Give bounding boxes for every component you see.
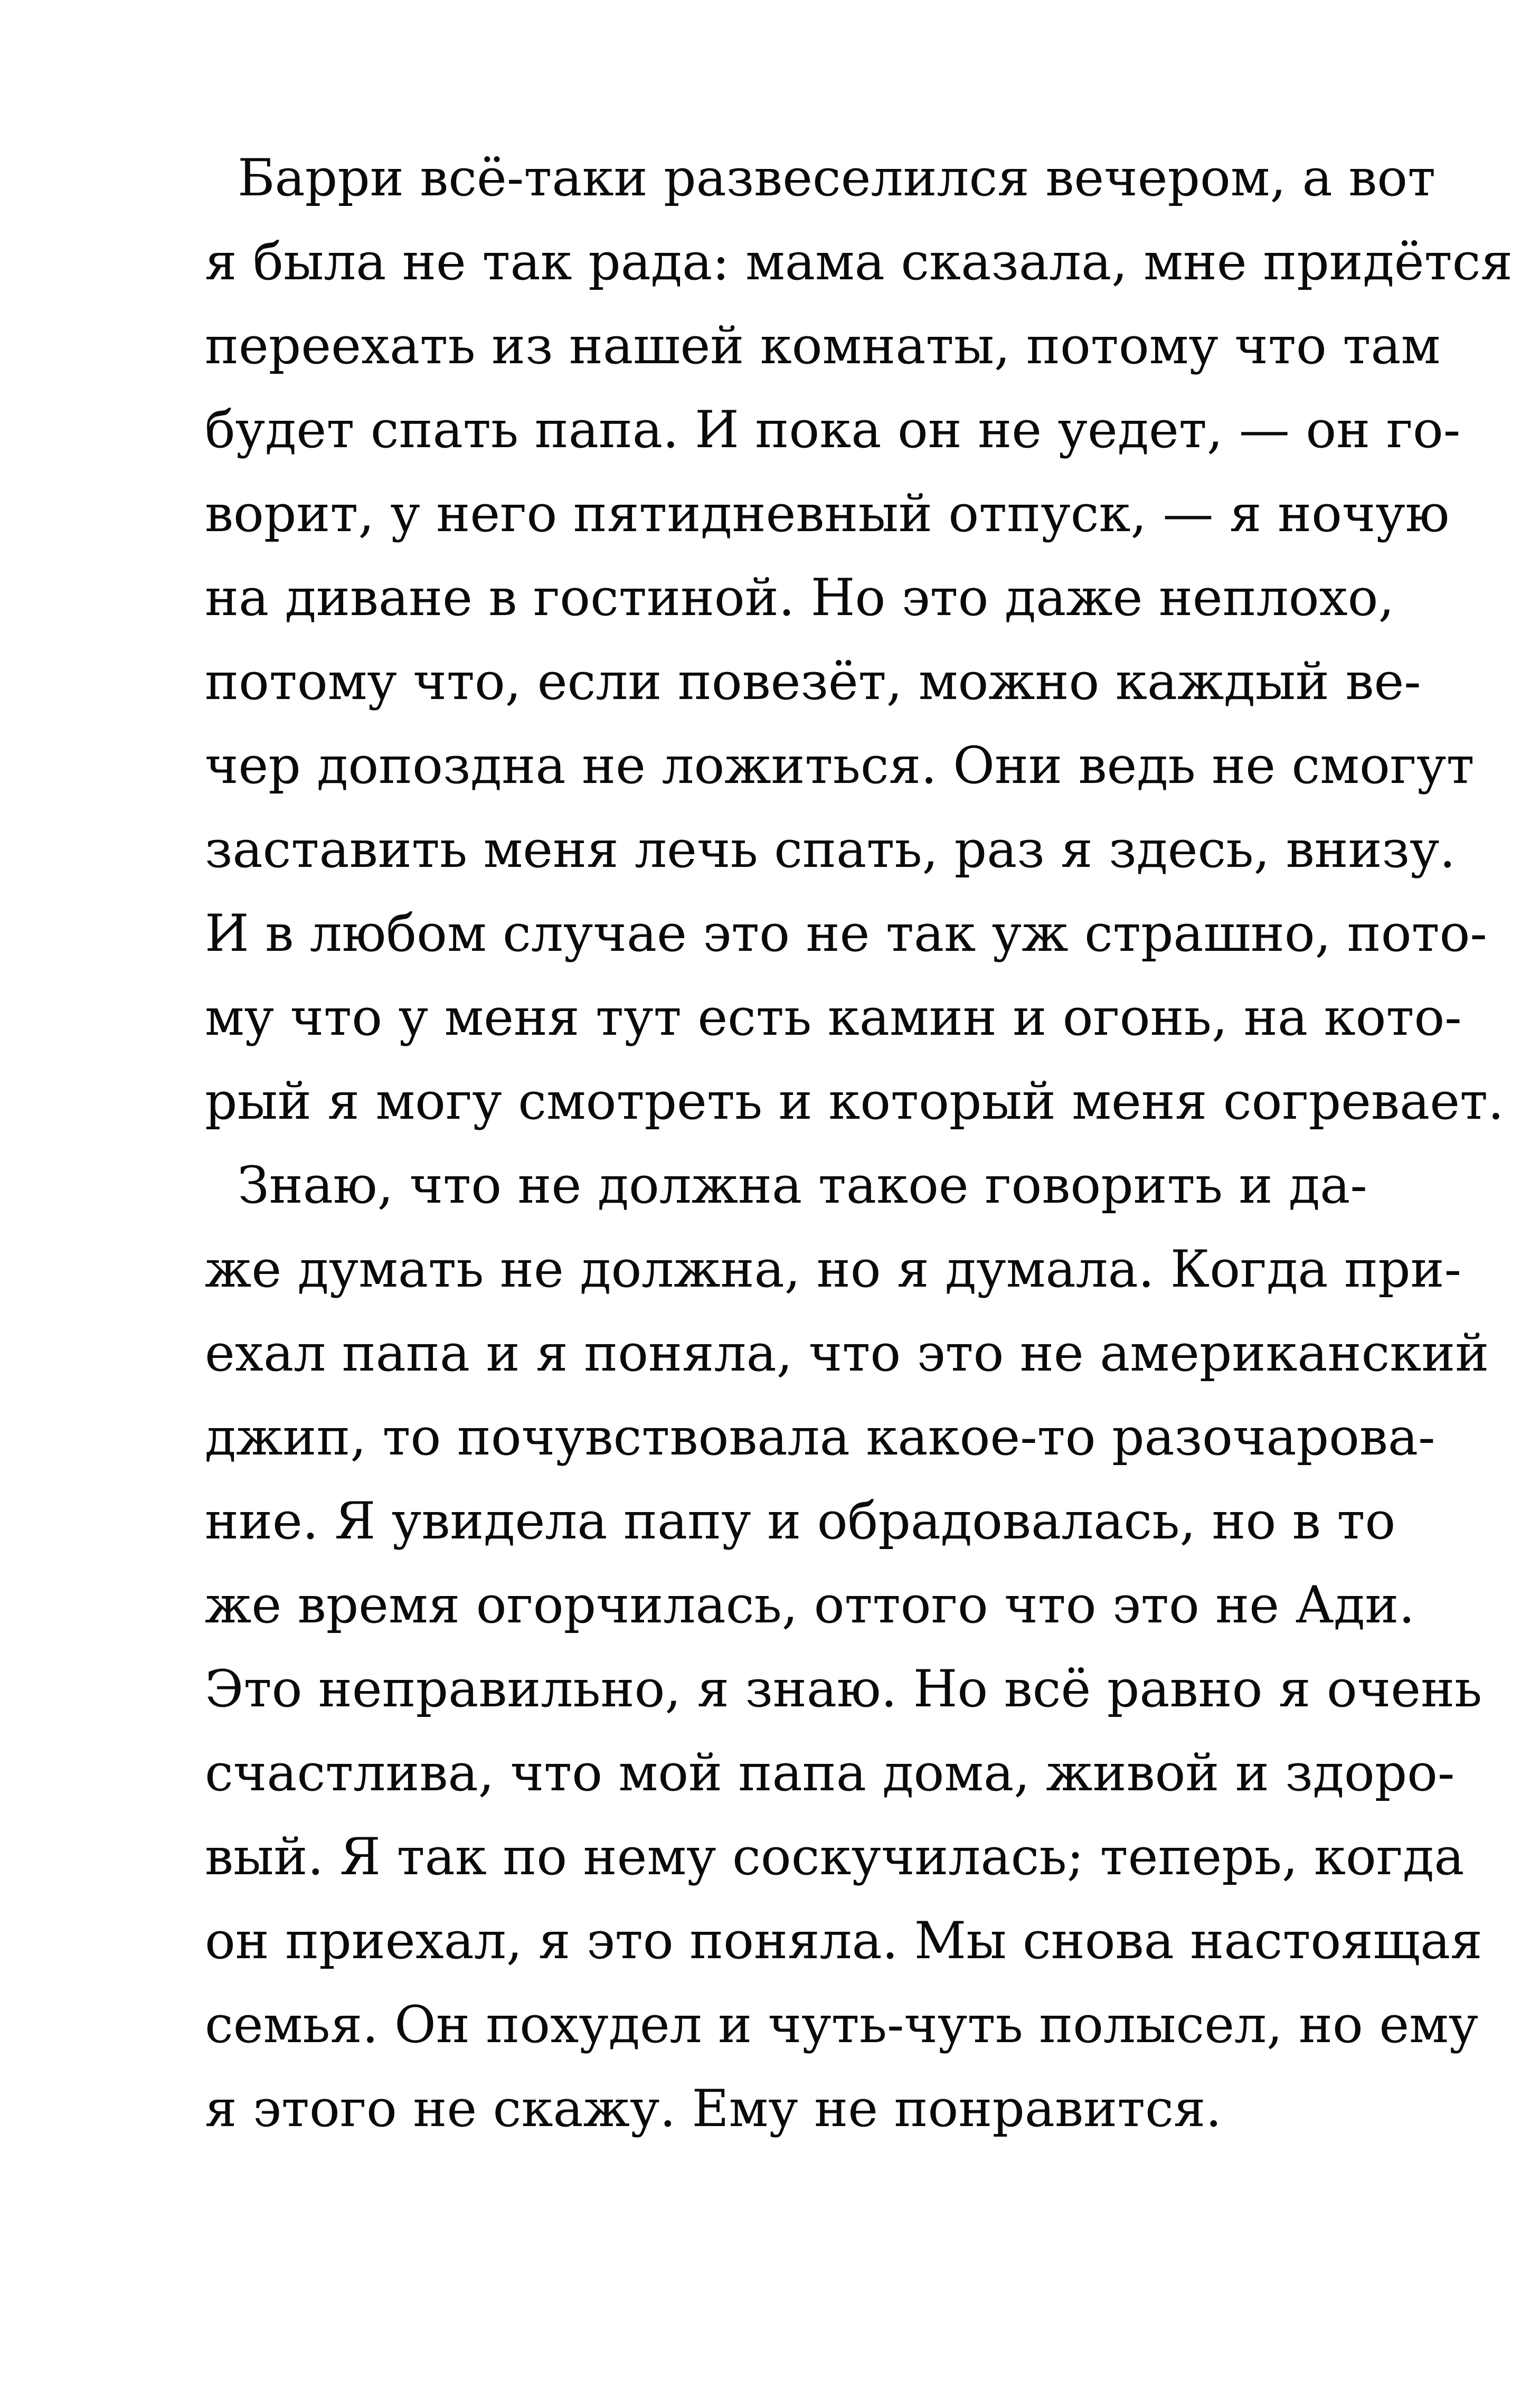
text-line: на диване в гостиной. Но это даже неплохо, (205, 568, 1394, 627)
text-line: ворит, у него пятидневный отпуск, — я ночую (205, 484, 1450, 543)
text-line: переехать из нашей комнаты, потому что там (205, 316, 1441, 375)
paragraph-1 (205, 136, 1513, 1144)
text-line: счастлива, что мой папа дома, живой и здоро- (205, 1743, 1455, 1802)
text-line: Знаю, что не должна такое говорить и да- (238, 1156, 1367, 1215)
text-line: я этого не скажу. Ему не понравится. (205, 2079, 1222, 2138)
text-line: же думать не должна, но я думала. Когда при- (205, 1240, 1462, 1299)
body-text (205, 136, 1513, 2151)
text-line: он приехал, я это поняла. Мы снова настоящая (205, 1911, 1482, 1970)
text-line: рый я могу смотреть и который меня согревает. (205, 1072, 1504, 1131)
text-line: же время огорчилась, оттого что это не Ади. (205, 1575, 1415, 1635)
text-line: му что у меня тут есть камин и огонь, на кото- (205, 988, 1462, 1047)
text-line: потому что, если повезёт, можно каждый ве- (205, 652, 1421, 711)
text-line: чер допоздна не ложиться. Они ведь не смогут (205, 736, 1475, 795)
text-line: джип, то почувствовала какое-то разочарова- (205, 1408, 1435, 1467)
text-line: вый. Я так по нему соскучилась; теперь, когда (205, 1827, 1465, 1886)
text-line: Это неправильно, я знаю. Но всё равно я очень (205, 1659, 1482, 1718)
text-line: Барри всё-таки развеселился вечером, а вот (238, 148, 1436, 207)
text-line: ехал папа и я поняла, что это не американский (205, 1324, 1489, 1383)
text-line: я была не так рада: мама сказала, мне придётся (205, 232, 1513, 291)
paragraph-2 (205, 1144, 1489, 2151)
text-line: заставить меня лечь спать, раз я здесь, внизу. (205, 820, 1456, 879)
text-line: ние. Я увидела папу и обрадовалась, но в то (205, 1491, 1396, 1551)
text-line: будет спать папа. И пока он не уедет, — он го- (205, 400, 1461, 459)
text-line: И в любом случае это не так уж страшно, пото- (205, 904, 1487, 963)
text-line: семья. Он похудел и чуть-чуть полысел, но ему (205, 1995, 1479, 2054)
